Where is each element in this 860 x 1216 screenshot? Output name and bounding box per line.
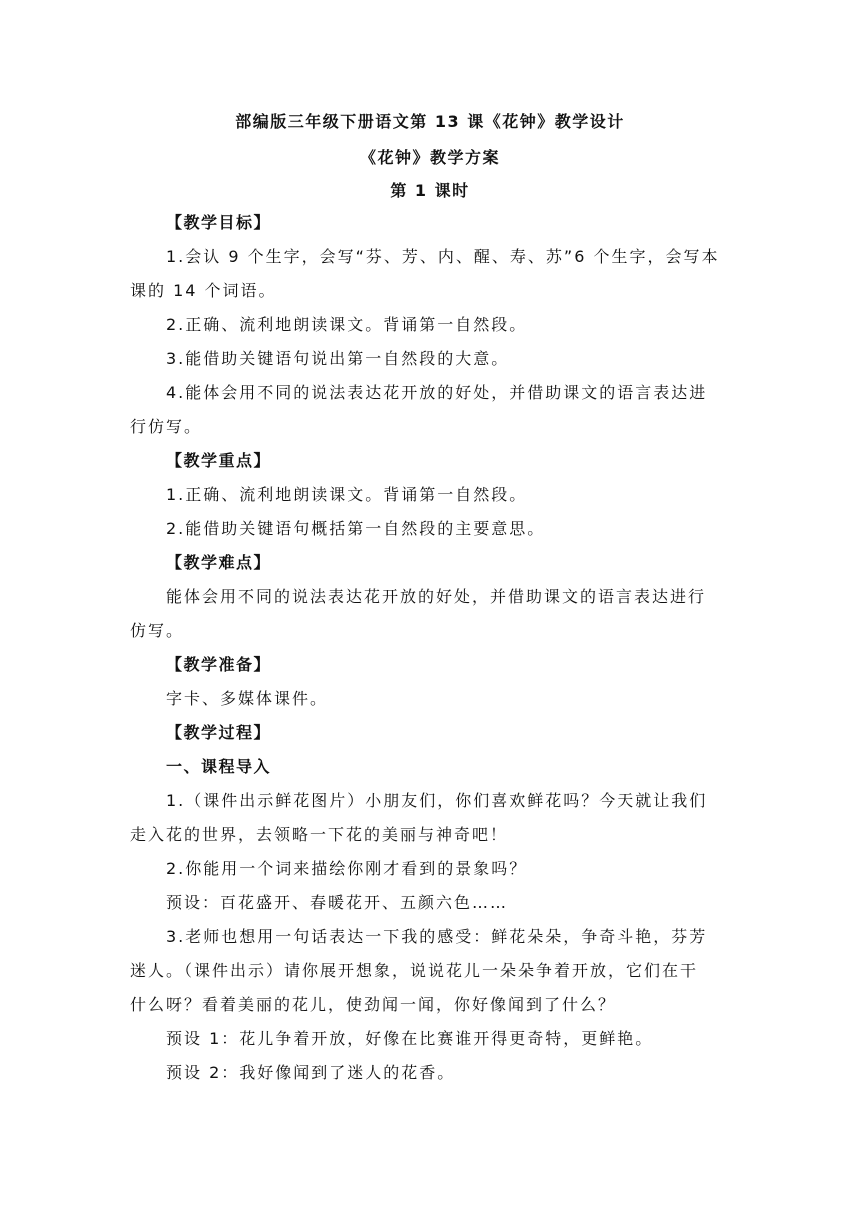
key-points-heading: 【教学重点】 bbox=[166, 451, 272, 470]
objective-4-line-2: 行仿写。 bbox=[130, 417, 203, 436]
step-3-line-1: 3.老师也想用一句话表达一下我的感受：鲜花朵朵，争奇斗艳，芬芳 bbox=[166, 927, 708, 946]
objective-1-line-2: 课的 14 个词语。 bbox=[130, 281, 277, 300]
preparation-text: 字卡、多媒体课件。 bbox=[166, 689, 329, 708]
objective-2: 2.正确、流利地朗读课文。背诵第一自然段。 bbox=[166, 315, 528, 334]
difficulty-line-1: 能体会用不同的说法表达花开放的好处，并借助课文的语言表达进行 bbox=[166, 587, 707, 606]
preset-2: 预设 2：我好像闻到了迷人的花香。 bbox=[166, 1063, 456, 1082]
difficulties-heading: 【教学难点】 bbox=[166, 553, 272, 572]
document-title: 部编版三年级下册语文第 13 课《花钟》教学设计 bbox=[235, 112, 625, 131]
step-3-line-2: 迷人。（课件出示）请你展开想象，说说花儿一朵朵争着开放，它们在干 bbox=[130, 961, 699, 980]
preset-a: 预设：百花盛开、春暖花开、五颜六色…… bbox=[166, 893, 509, 912]
step-2: 2.你能用一个词来描绘你刚才看到的景象吗？ bbox=[166, 859, 528, 878]
preparation-heading: 【教学准备】 bbox=[166, 655, 272, 674]
difficulty-line-2: 仿写。 bbox=[130, 621, 185, 640]
objective-1-line-1: 1.会认 9 个生字，会写“芬、芳、内、醒、寿、苏”6 个生字，会写本 bbox=[166, 247, 720, 266]
objective-3: 3.能借助关键语句说出第一自然段的大意。 bbox=[166, 349, 510, 368]
part-1-heading: 一、课程导入 bbox=[166, 757, 272, 776]
objectives-heading: 【教学目标】 bbox=[166, 213, 272, 232]
step-1-line-1: 1.（课件出示鲜花图片）小朋友们，你们喜欢鲜花吗？今天就让我们 bbox=[166, 791, 708, 810]
objective-4-line-1: 4.能体会用不同的说法表达花开放的好处，并借助课文的语言表达进 bbox=[166, 383, 708, 402]
document-subtitle: 《花钟》教学方案 bbox=[359, 148, 500, 167]
key-point-2: 2.能借助关键语句概括第一自然段的主要意思。 bbox=[166, 519, 546, 538]
step-3-line-3: 什么呀？看着美丽的花儿，使劲闻一闻，你好像闻到了什么？ bbox=[130, 995, 617, 1014]
lesson-label: 第 1 课时 bbox=[390, 181, 470, 200]
step-1-line-2: 走入花的世界，去领略一下花的美丽与神奇吧！ bbox=[130, 825, 509, 844]
preset-1: 预设 1：花儿争着开放，好像在比赛谁开得更奇特，更鲜艳。 bbox=[166, 1029, 654, 1048]
key-point-1: 1.正确、流利地朗读课文。背诵第一自然段。 bbox=[166, 485, 528, 504]
process-heading: 【教学过程】 bbox=[166, 723, 272, 742]
